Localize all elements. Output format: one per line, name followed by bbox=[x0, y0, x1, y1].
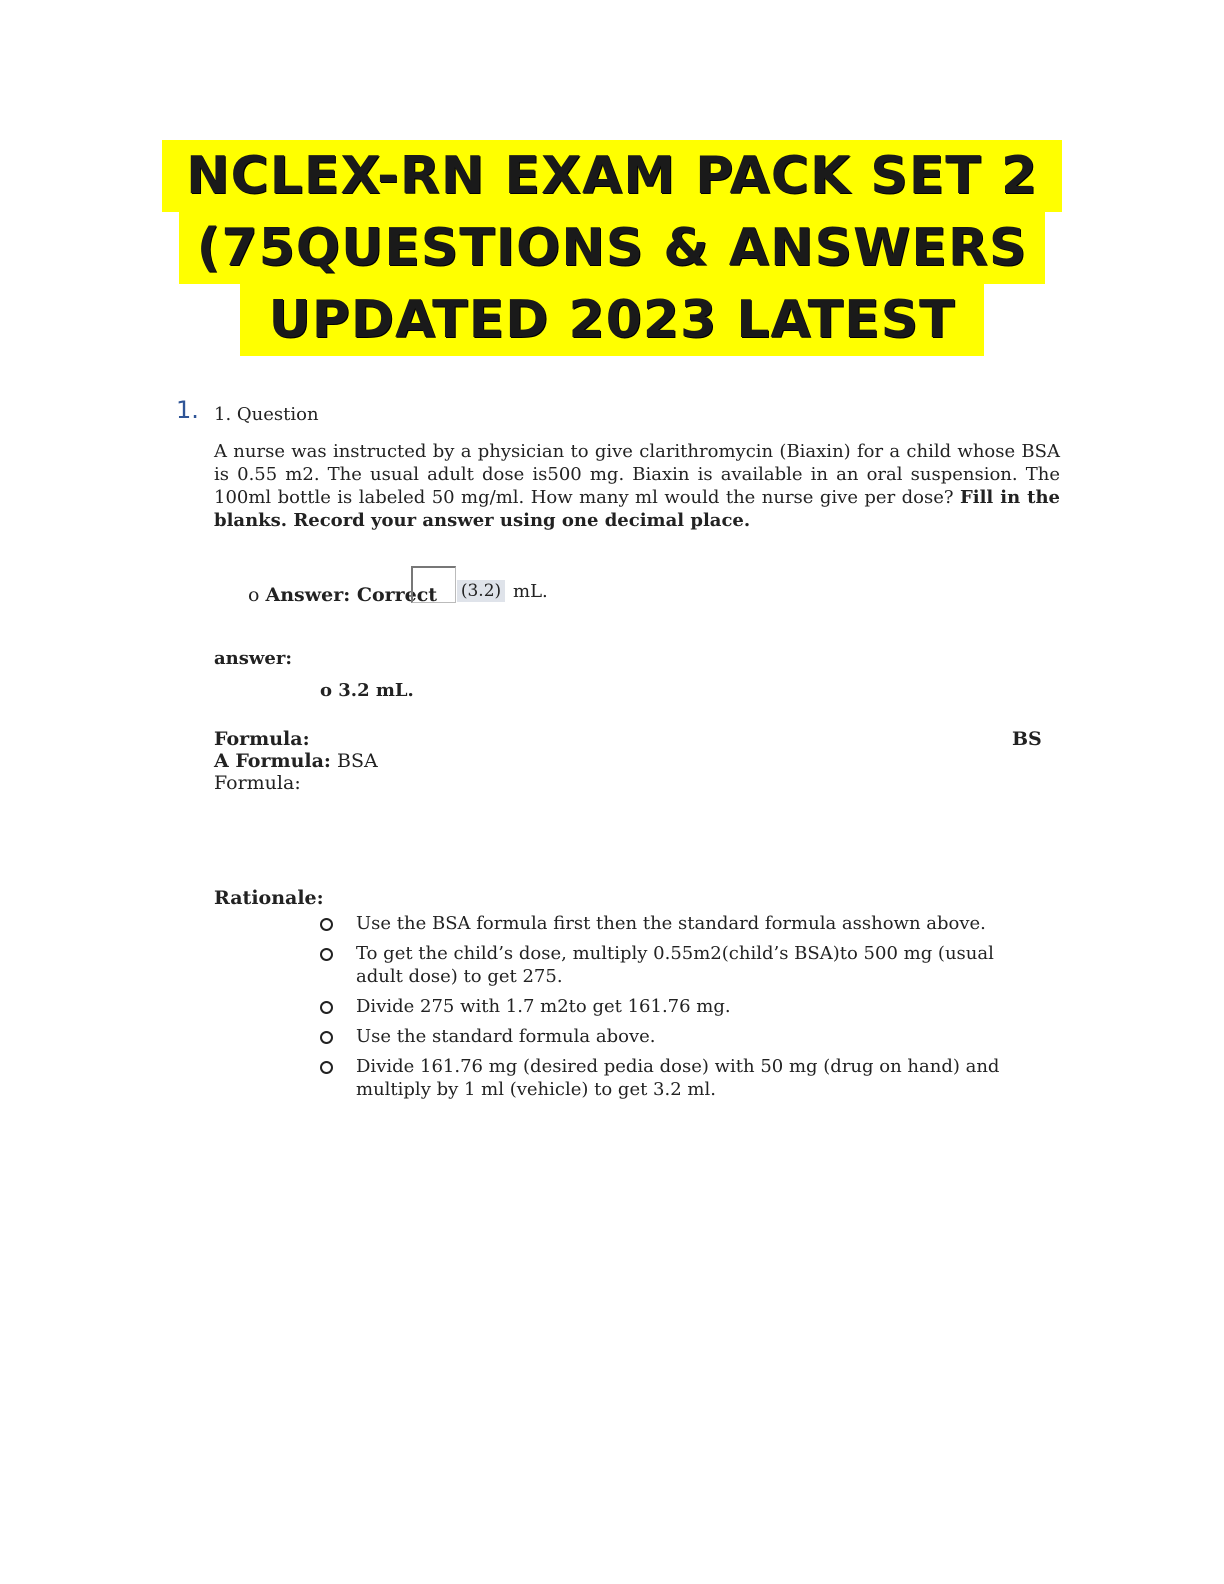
answer-prefix: o bbox=[248, 584, 260, 606]
formula-right-text: BS bbox=[1012, 728, 1042, 750]
question-body: A nurse was instructed by a physician to give clarithromycin (Biaxin) for a child whose BSA is 0.55 m2. The usual adult dose is500 mg. Biaxin is available in an oral suspension. The 100ml bottle is labeled 50 mg/ml. How many ml would the nurse give per dose? bbox=[214, 441, 1060, 508]
question-text bbox=[214, 440, 1060, 532]
question-instruction: Fill in the blanks. Record your answer using one decimal place. bbox=[214, 487, 1060, 531]
question-label: 1. Question bbox=[214, 404, 319, 425]
answer-input-box[interactable] bbox=[411, 566, 456, 603]
answer-row bbox=[248, 584, 437, 606]
list-item: Divide 161.76 mg (desired pedia dose) with 50 mg (drug on hand) and multiply by 1 ml (vehicle) to get 3.2 ml. bbox=[320, 1055, 1040, 1101]
circle-bullet-icon bbox=[320, 918, 333, 931]
list-item: To get the child’s dose, multiply 0.55m2(child’s BSA)to 500 mg (usual adult dose) to get 275. bbox=[320, 942, 1040, 988]
rationale-list bbox=[320, 912, 1040, 1108]
answer-unit: mL. bbox=[513, 581, 548, 602]
bsa-formula-line bbox=[214, 750, 378, 772]
list-item: Divide 275 with 1.7 m2to get 161.76 mg. bbox=[320, 995, 1040, 1018]
answer-value: (3.2) bbox=[457, 580, 505, 602]
answer-final-value: o 3.2 mL. bbox=[320, 680, 414, 701]
title-line-1: NCLEX-RN EXAM PACK SET 2 bbox=[162, 140, 1062, 212]
bsa-formula-text: BSA bbox=[330, 750, 378, 772]
circle-bullet-icon bbox=[320, 1061, 333, 1074]
answer-correct-label: Answer: Correct bbox=[265, 584, 438, 606]
question-number: 1. bbox=[176, 396, 199, 424]
list-item: Use the BSA formula first then the standard formula asshown above. bbox=[320, 912, 1040, 935]
document-title bbox=[0, 140, 1224, 356]
circle-bullet-icon bbox=[320, 1001, 333, 1014]
rationale-heading: Rationale: bbox=[214, 887, 324, 909]
list-item: Use the standard formula above. bbox=[320, 1025, 1040, 1048]
bsa-formula-label: A Formula: bbox=[214, 750, 331, 772]
title-line-3: UPDATED 2023 LATEST bbox=[240, 284, 984, 356]
title-line-2: (75QUESTIONS & ANSWERS bbox=[179, 212, 1045, 284]
circle-bullet-icon bbox=[320, 1031, 333, 1044]
formula-heading: Formula: bbox=[214, 728, 310, 750]
answer-heading: answer: bbox=[214, 648, 292, 669]
formula-line-3: Formula: bbox=[214, 772, 301, 794]
circle-bullet-icon bbox=[320, 948, 333, 961]
